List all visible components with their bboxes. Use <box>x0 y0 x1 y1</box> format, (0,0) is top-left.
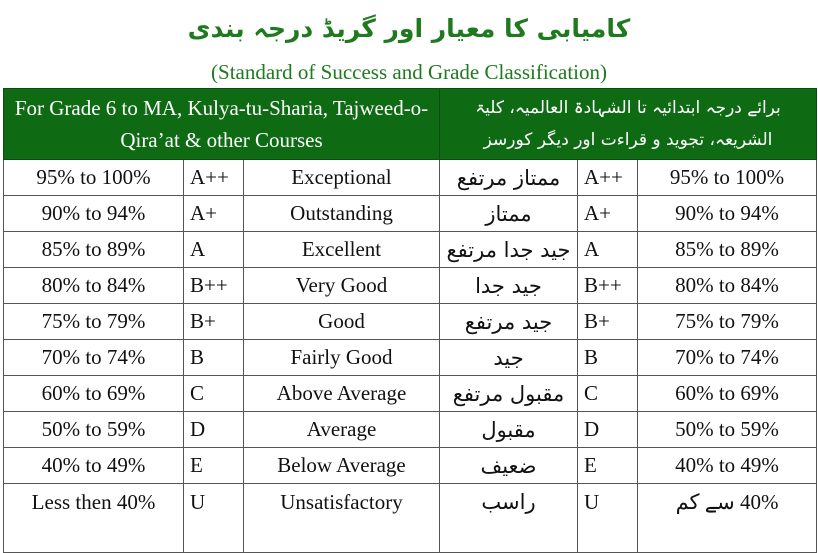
grade-right: A+ <box>578 196 638 232</box>
header-urdu: برائے درجہ ابتدائیہ تا الشہادۃ العالمیہ، کلیۃ الشریعہ، تجوید و قراءت اور دیگر کورسز <box>440 89 817 160</box>
range-right: 60% to 69% <box>638 376 817 412</box>
range-english: Less then 40% <box>4 484 184 553</box>
description-urdu: جید جدا مرتفع <box>440 232 578 268</box>
description-urdu: جید مرتفع <box>440 304 578 340</box>
range-right: 90% to 94% <box>638 196 817 232</box>
grade-right: B <box>578 340 638 376</box>
description-urdu: ضعیف <box>440 448 578 484</box>
grade-right: A++ <box>578 160 638 196</box>
description-english: Very Good <box>244 268 440 304</box>
description-english: Below Average <box>244 448 440 484</box>
grade-english: D <box>184 412 244 448</box>
grade-english: E <box>184 448 244 484</box>
description-english: Unsatisfactory <box>244 484 440 553</box>
grade-english: B++ <box>184 268 244 304</box>
description-english: Exceptional <box>244 160 440 196</box>
description-urdu: جید <box>440 340 578 376</box>
table-row <box>4 340 817 376</box>
range-right: 70% to 74% <box>638 340 817 376</box>
range-english: 90% to 94% <box>4 196 184 232</box>
range-right: 95% to 100% <box>638 160 817 196</box>
grade-table <box>3 88 817 553</box>
description-english: Above Average <box>244 376 440 412</box>
grade-english: B+ <box>184 304 244 340</box>
range-english: 80% to 84% <box>4 268 184 304</box>
description-urdu: جید جدا <box>440 268 578 304</box>
description-english: Good <box>244 304 440 340</box>
table-row <box>4 304 817 340</box>
urdu-title: کامیابی کا معیار اور گریڈ درجہ بندی <box>187 14 631 43</box>
table-row <box>4 160 817 196</box>
grade-english: A++ <box>184 160 244 196</box>
grade-english: U <box>184 484 244 553</box>
table-row <box>4 484 817 553</box>
range-right: 80% to 84% <box>638 268 817 304</box>
range-english: 60% to 69% <box>4 376 184 412</box>
range-english: 70% to 74% <box>4 340 184 376</box>
grade-english: A+ <box>184 196 244 232</box>
grade-right: U <box>578 484 638 553</box>
range-right: 40% to 49% <box>638 448 817 484</box>
range-english: 75% to 79% <box>4 304 184 340</box>
grade-right: B++ <box>578 268 638 304</box>
table-row <box>4 412 817 448</box>
range-english: 40% to 49% <box>4 448 184 484</box>
grade-right: C <box>578 376 638 412</box>
table-header-row <box>4 89 817 160</box>
range-right: 50% to 59% <box>638 412 817 448</box>
range-english: 85% to 89% <box>4 232 184 268</box>
description-urdu: راسب <box>440 484 578 553</box>
grade-right: E <box>578 448 638 484</box>
description-urdu: مقبول <box>440 412 578 448</box>
range-right: 85% to 89% <box>638 232 817 268</box>
description-english: Average <box>244 412 440 448</box>
english-title: (Standard of Success and Grade Classification) <box>211 60 607 84</box>
table-row <box>4 376 817 412</box>
description-urdu: ممتاز مرتفع <box>440 160 578 196</box>
description-english: Outstanding <box>244 196 440 232</box>
range-right: 75% to 79% <box>638 304 817 340</box>
grade-english: C <box>184 376 244 412</box>
grade-right: B+ <box>578 304 638 340</box>
table-row <box>4 448 817 484</box>
description-english: Fairly Good <box>244 340 440 376</box>
grade-english: B <box>184 340 244 376</box>
table-row <box>4 196 817 232</box>
grade-right: D <box>578 412 638 448</box>
header-english: For Grade 6 to MA, Kulya-tu-Sharia, Tajweed-o-Qira’at & other Courses <box>4 89 440 160</box>
description-urdu: ممتاز <box>440 196 578 232</box>
description-urdu: مقبول مرتفع <box>440 376 578 412</box>
table-row <box>4 232 817 268</box>
table-row <box>4 268 817 304</box>
range-english: 95% to 100% <box>4 160 184 196</box>
grade-right: A <box>578 232 638 268</box>
range-right: 40% سے کم <box>638 484 817 553</box>
description-english: Excellent <box>244 232 440 268</box>
range-english: 50% to 59% <box>4 412 184 448</box>
grade-english: A <box>184 232 244 268</box>
